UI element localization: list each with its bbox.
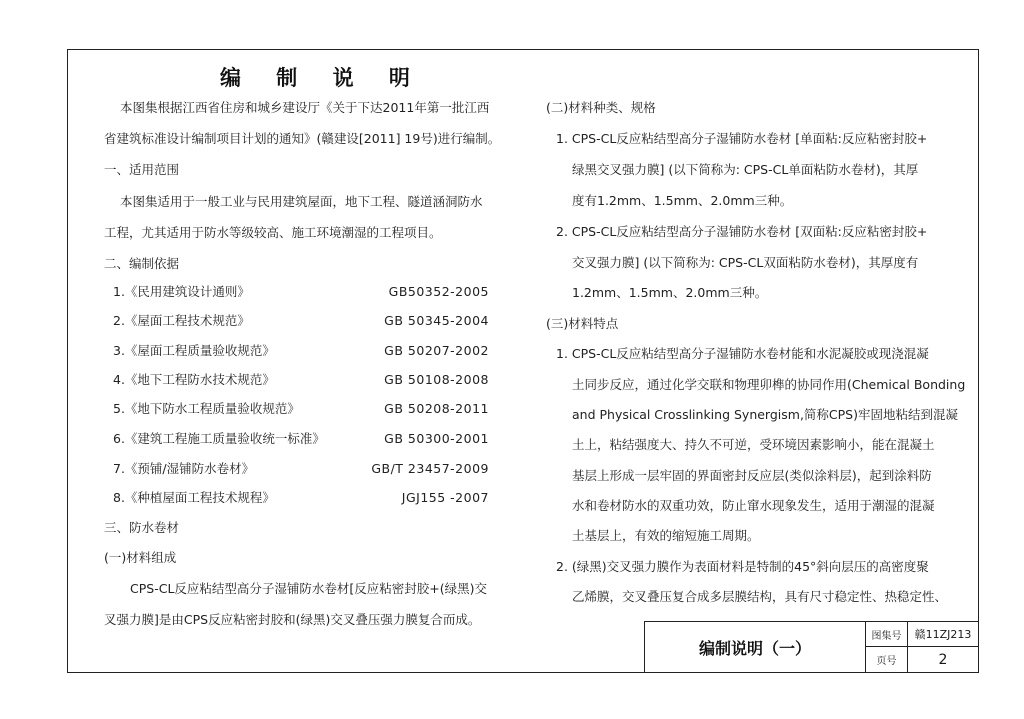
section-1-heading: 一、适用范围	[104, 162, 180, 177]
standard-row	[113, 461, 489, 477]
intro-line-2: 省建筑标准设计编制项目计划的通知》(赣建设[2011] 19号)进行编制。	[104, 131, 501, 146]
standard-code: JGJ155 -2007	[401, 490, 489, 505]
subsection-2-line: 2. CPS-CL反应粘结型高分子湿铺防水卷材 [双面粘:反应粘密封胶+	[556, 224, 928, 239]
subsection-3-line: 土基层上，有效的缩短施工周期。	[572, 528, 760, 543]
section-1-line-1: 本图集适用于一般工业与民用建筑屋面，地下工程、隧道涵洞防水	[120, 194, 483, 209]
section-3-heading: 三、防水卷材	[104, 520, 180, 535]
subsection-3-line: 乙烯膜，交叉叠压复合成多层膜结构，具有尺寸稳定性、热稳定性、	[572, 589, 948, 604]
subsection-3-line: 1. CPS-CL反应粘结型高分子湿铺防水卷材能和水泥凝胶或现浇混凝	[556, 346, 929, 361]
subsection-1-line-2: 叉强力膜]是由CPS反应粘密封胶和(绿黑)交叉叠压强力膜复合而成。	[104, 612, 481, 627]
standard-name: 4.《地下工程防水技术规范》	[113, 372, 275, 387]
section-1-line-2: 工程，尤其适用于防水等级较高、施工环境潮湿的工程项目。	[104, 225, 442, 240]
standard-name: 2.《屋面工程技术规范》	[113, 313, 250, 328]
subsection-2-line: 度有1.2mm、1.5mm、2.0mm三种。	[572, 193, 793, 208]
subsection-3-heading: (三)材料特点	[546, 316, 619, 331]
standard-name: 8.《种植屋面工程技术规程》	[113, 490, 275, 505]
standard-code: GB 50345-2004	[384, 313, 489, 328]
standard-code: GB/T 23457-2009	[371, 461, 489, 476]
standard-row	[113, 343, 489, 359]
standard-code: GB50352-2005	[388, 284, 489, 299]
sheet-title: 编制说明（一）	[698, 638, 811, 658]
subsection-3-line: 土同步反应，通过化学交联和物理卯榫的协同作用(Chemical Bonding	[572, 377, 966, 392]
intro-line-1: 本图集根据江西省住房和城乡建设厅《关于下达2011年第一批江西	[120, 100, 490, 115]
standard-row	[113, 431, 489, 447]
standard-row	[113, 313, 489, 329]
page-title: 编 制 说 明	[220, 66, 424, 90]
standard-name: 5.《地下防水工程质量验收规范》	[113, 401, 300, 416]
subsection-1-heading: (一)材料组成	[104, 550, 177, 565]
standard-row	[113, 401, 489, 417]
atlas-number-value: 赣11ZJ213	[907, 622, 978, 647]
standard-code: GB 50207-2002	[384, 343, 489, 358]
standard-name: 3.《屋面工程质量验收规范》	[113, 343, 275, 358]
standard-row	[113, 284, 489, 300]
page-number-label: 页号	[865, 647, 907, 672]
standard-name: 6.《建筑工程施工质量验收统一标准》	[113, 431, 325, 446]
standard-code: GB 50208-2011	[384, 401, 489, 416]
subsection-3-line: 水和卷材防水的双重功效，防止窜水现象发生，适用于潮湿的混凝	[572, 498, 935, 513]
subsection-2-line: 交叉强力膜] (以下简称为: CPS-CL双面粘防水卷材)，其厚度有	[572, 255, 919, 270]
subsection-2-line: 绿黑交叉强力膜] (以下简称为: CPS-CL单面粘防水卷材)，其厚	[572, 162, 919, 177]
subsection-2-line: 1.2mm、1.5mm、2.0mm三种。	[572, 285, 768, 300]
page-number-value: 2	[907, 647, 978, 672]
standard-code: GB 50108-2008	[384, 372, 489, 387]
standard-row	[113, 490, 489, 506]
subsection-1-line-1: CPS-CL反应粘结型高分子湿铺防水卷材[反应粘密封胶+(绿黑)交	[130, 581, 488, 596]
title-block	[644, 621, 979, 673]
standard-name: 1.《民用建筑设计通则》	[113, 284, 250, 299]
standard-name: 7.《预铺/湿铺防水卷材》	[113, 461, 255, 476]
subsection-3-line: 2. (绿黑)交叉强力膜作为表面材料是特制的45°斜向层压的高密度聚	[556, 559, 929, 574]
subsection-2-line: 1. CPS-CL反应粘结型高分子湿铺防水卷材 [单面粘:反应粘密封胶+	[556, 131, 928, 146]
atlas-number-label: 图集号	[865, 622, 907, 647]
subsection-3-line: 基层上形成一层牢固的界面密封反应层(类似涂料层)，起到涂料防	[572, 468, 932, 483]
standard-code: GB 50300-2001	[384, 431, 489, 446]
subsection-3-line: 土上，粘结强度大、持久不可逆，受环境因素影响小，能在混凝土	[572, 437, 935, 452]
subsection-2-heading: (二)材料种类、规格	[546, 100, 656, 115]
subsection-3-line: and Physical Crosslinking Synergism,简称CPS)牢固地粘结到混凝	[572, 407, 958, 422]
section-2-heading: 二、编制依据	[104, 256, 180, 271]
standard-row	[113, 372, 489, 388]
